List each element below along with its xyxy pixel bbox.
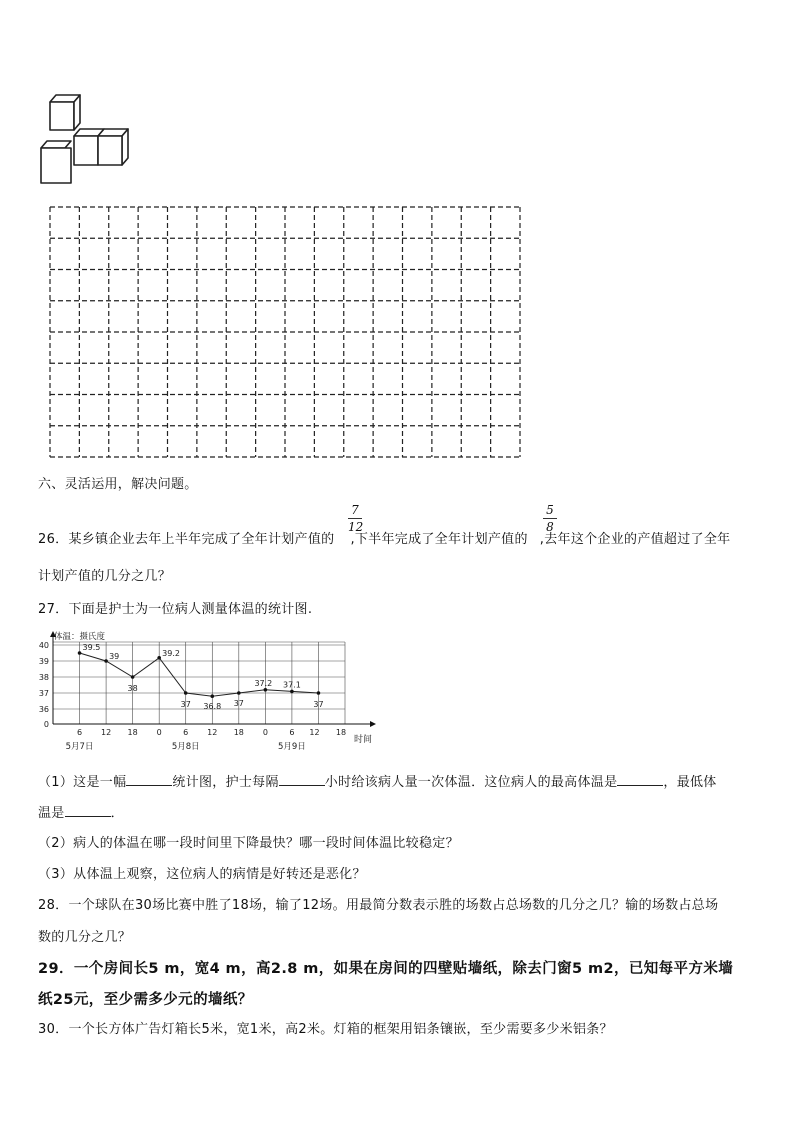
question-27-sub1: （1）这是一幅 统计图，护士每隔 小时给该病人量一次体温．这位病人的最高体温是 ，最低体: [38, 775, 717, 790]
question-28-line1: 28．一个球队在30场比赛中胜了18场，输了12场。用最简分数表示胜的场数占总场数的几分之几？输的场数占总场: [38, 898, 719, 913]
chart-data-point: [184, 691, 188, 695]
chart-day-label: 5月8日: [171, 742, 200, 752]
chart-data-label: 39: [109, 652, 120, 661]
chart-data-point: [131, 675, 135, 679]
answer-blank[interactable]: [617, 774, 663, 786]
chart-data-label: 39.2: [162, 648, 180, 658]
chart-x-tick-label: 12: [207, 728, 218, 737]
chart-data-point: [157, 656, 161, 660]
question-27-sub1-cont: 温是 ．: [38, 806, 124, 821]
chart-y-tick-label: 39: [38, 657, 49, 666]
question-27-sub2: （2）病人的体温在哪一段时间里下降最快？哪一段时间体温比较稳定？: [38, 836, 459, 851]
chart-data-point: [317, 691, 321, 695]
chart-data-label: 39.5: [82, 643, 101, 652]
chart-x-tick-label: 0: [156, 728, 162, 737]
chart-data-label: 37: [233, 699, 244, 708]
question-27-stem: 27．下面是护士为一位病人测量体温的统计图.: [38, 602, 313, 617]
answer-blank[interactable]: [279, 774, 325, 786]
chart-x-tick-label: 18: [233, 728, 244, 737]
chart-x-axis-label: 时间: [354, 735, 373, 745]
chart-y-tick-label: 38: [38, 673, 49, 682]
question-27-sub3: （3）从体温上观察，这位病人的病情是好转还是恶化？: [38, 867, 366, 882]
chart-y-tick-label: 40: [38, 641, 49, 650]
chart-data-label: 37: [313, 700, 324, 709]
chart-data-point: [290, 690, 294, 694]
chart-x-tick-label: 6: [76, 728, 83, 737]
question-26-line2: 计划产值的几分之几？: [38, 569, 172, 584]
fraction-5-8: 5 8: [543, 503, 557, 534]
question-29-line1: 29．一个房间长5 m，宽4 m，高2.8 m，如果在房间的四壁贴墙纸，除去门窗5 m2，已知每平方米墙: [38, 961, 734, 977]
chart-y-tick-label: 0: [43, 720, 49, 729]
chart-data-label: 36.8: [203, 702, 222, 712]
question-28-line2: 数的几分之几？: [38, 930, 132, 945]
temperature-line-chart: [36, 630, 384, 756]
chart-data-label: 37.2: [254, 678, 273, 688]
chart-data-label: 37.1: [283, 680, 301, 690]
chart-data-label: 38: [127, 684, 138, 693]
answer-blank[interactable]: [126, 774, 172, 786]
chart-x-tick-label: 12: [100, 728, 112, 737]
chart-x-tick-label: 6: [289, 728, 295, 737]
chart-y-tick-label: 37: [38, 689, 49, 698]
chart-x-tick-label: 6: [183, 728, 189, 737]
question-30-line1: 30．一个长方体广告灯箱长5米，宽1米，高2米。灯箱的框架用铝条镶嵌，至少需要多少米铝条？: [38, 1022, 613, 1037]
dashed-drawing-grid: [48, 205, 522, 459]
chart-data-point: [264, 688, 268, 692]
question-29-line2: 纸25元，至少需多少元的墙纸？: [38, 992, 253, 1008]
chart-y-axis-label: 体温：摄氏度: [54, 632, 106, 642]
question-26-line1: 26．某乡镇企业去年上半年完成了全年计划产值的 ,下半年完成了全年计划产值的 ,去年这个企业的产值超过了全年: [38, 532, 731, 547]
section-heading: 六、灵活运用，解决问题。: [38, 477, 198, 492]
chart-data-label: 37: [180, 700, 191, 709]
chart-data-point: [104, 659, 108, 663]
fraction-7-12: 7 12: [348, 503, 364, 534]
chart-x-axis-arrow: [370, 721, 376, 727]
chart-day-label: 5月7日: [65, 742, 94, 752]
chart-day-label: 5月9日: [277, 742, 306, 752]
chart-x-tick-label: 18: [127, 728, 138, 737]
chart-data-point: [237, 691, 241, 695]
cube-figure: [38, 92, 138, 186]
chart-x-tick-label: 18: [335, 728, 347, 737]
answer-blank[interactable]: [65, 805, 111, 817]
chart-data-point: [78, 651, 82, 655]
chart-x-tick-label: 0: [262, 728, 268, 737]
chart-x-tick-label: 12: [309, 728, 320, 737]
chart-data-point: [210, 694, 214, 698]
chart-y-tick-label: 36: [38, 705, 49, 714]
